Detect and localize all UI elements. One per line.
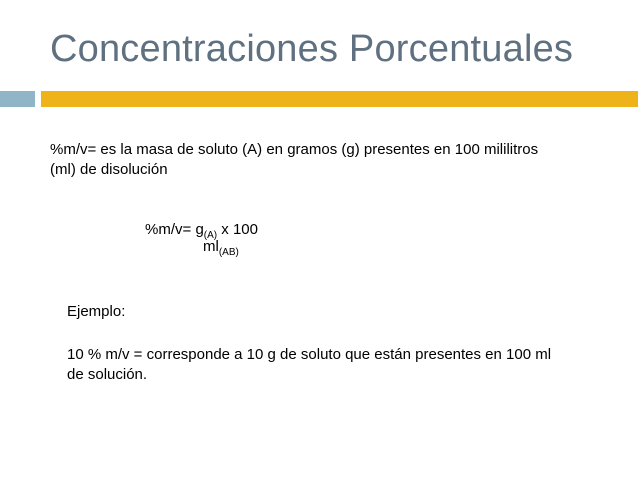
formula <box>145 220 258 246</box>
slide-title: Concentraciones Porcentuales <box>50 28 574 70</box>
definition-text <box>50 140 538 180</box>
formula-denominator <box>203 237 239 263</box>
title-accent-bar-gold <box>41 91 638 107</box>
formula-denominator-subscript: (AB) <box>218 247 239 258</box>
example-label: Ejemplo: <box>67 303 126 320</box>
formula-numerator <box>195 221 218 241</box>
formula-lhs: %m/v= <box>145 221 196 238</box>
example-line-1: 10 % m/v = corresponde a 10 g de soluto que están presentes en 100 ml <box>67 346 552 363</box>
formula-multiplier: x 100 <box>217 221 258 238</box>
formula-numerator-subscript: (A) <box>203 230 218 241</box>
title-accent-bar-blue <box>0 91 35 107</box>
definition-line-1: %m/v= es la masa de soluto (A) en gramos (g) presentes en 100 mililitros <box>50 141 539 158</box>
example-text <box>67 345 551 385</box>
example-line-2: de solución. <box>67 366 148 383</box>
definition-line-2: (ml) de disolución <box>50 161 168 178</box>
formula-numerator-symbol: g <box>195 221 204 238</box>
formula-denominator-symbol: ml <box>203 238 219 255</box>
